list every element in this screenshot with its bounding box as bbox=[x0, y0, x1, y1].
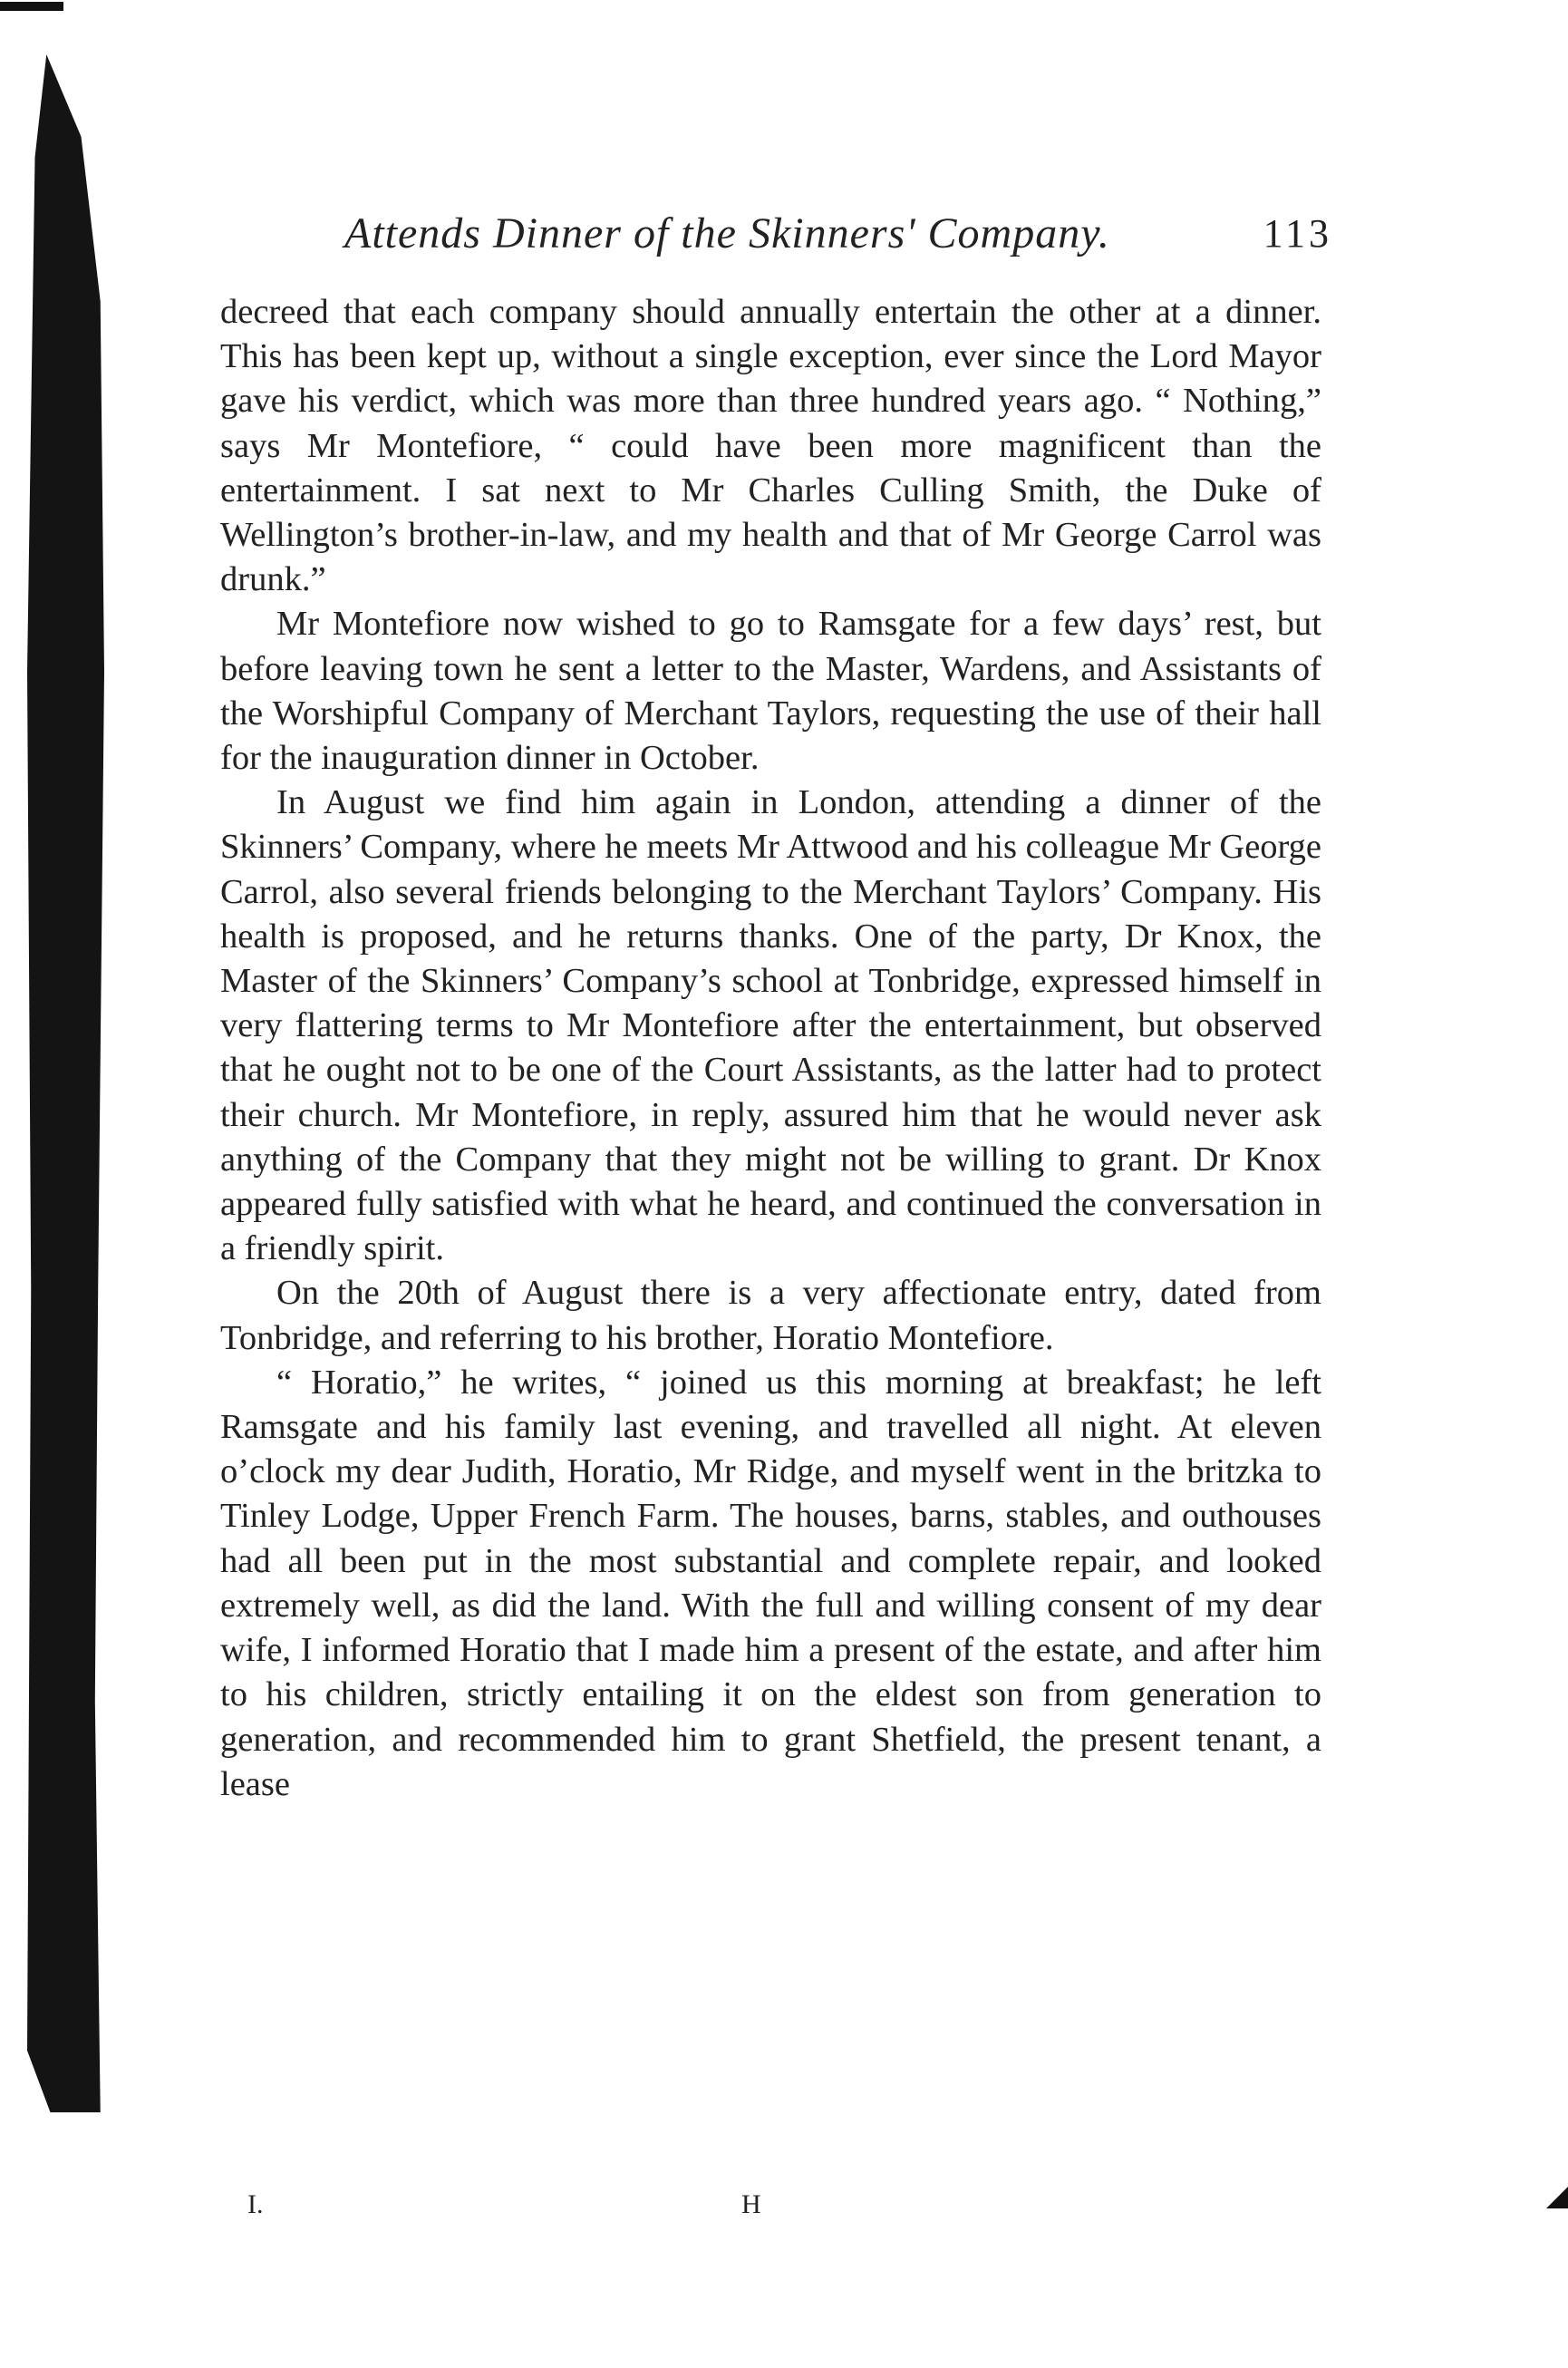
volume-signature: I. bbox=[247, 2189, 264, 2219]
page-header bbox=[218, 207, 1332, 261]
body-text bbox=[220, 290, 1321, 1807]
paragraph-3: In August we find him again in London, attending a dinner of the Skinners’ Company, where he meets Mr Attwood and his colleague Mr George Carrol, also several friends belonging to the Merchant Taylors’ Company. His health is proposed, and he returns thanks. One of the party, Dr Knox, the Master of the Skinners’ Company’s school at Tonbridge, expressed himself in very flattering terms to Mr Montefiore after the entertainment, but observed that he ought not to be one of the Court Assistants, as the latter had to protect their church. Mr Montefiore, in reply, assured him that he would never ask anything of the Company that they might not be willing to grant. Dr Knox appeared fully satisfied with what he heard, and continued the conversation in a friendly spirit. bbox=[220, 783, 1321, 1268]
paragraph-5: “ Horatio,” he writes, “ joined us this morning at breakfast; he left Ramsgate and his family last evening, and travelled all night. At eleven o’clock my dear Judith, Horatio, Mr Ridge, and myself went in the britzka to Tinley Lodge, Upper French Farm. The houses, barns, stables, and outhouses had all been put in the most substantial and complete repair, and looked extremely well, as did the land. With the full and willing consent of my dear wife, I informed Horatio that I made him a present of the estate, and after him to his children, strictly entailing it on the eldest son from generation to generation, and recommended him to grant Shetfield, the present tenant, a lease bbox=[220, 1363, 1321, 1803]
paragraph-2: Mr Montefiore now wished to go to Ramsgate for a few days’ rest, but before leaving town he sent a letter to the Master, Wardens, and Assistants of the Worshipful Company of Merchant Taylors, requesting the use of their hall for the inauguration dinner in October. bbox=[220, 605, 1321, 778]
gathering-letter: H bbox=[741, 2189, 761, 2219]
binding-shadow bbox=[27, 54, 104, 2112]
page-footer bbox=[220, 2189, 855, 2226]
page-number: 113 bbox=[1263, 211, 1332, 256]
scan-corner-mark bbox=[1546, 2187, 1568, 2208]
running-title: Attends Dinner of the Skinners' Company. bbox=[344, 209, 1110, 257]
paragraph-4: On the 20th of August there is a very affectionate entry, dated from Tonbridge, and referring to his brother, Horatio Montefiore. bbox=[220, 1274, 1321, 1357]
scan-edge-mark bbox=[0, 2, 63, 11]
paragraph-1: decreed that each company should annually entertain the other at a dinner. This has been kept up, without a single exception, ever since the Lord Mayor gave his verdict, which was more than three hundred years ago. “ Nothing,” says Mr Montefiore, “ could have been more magnificent than the entertainment. I sat next to Mr Charles Culling Smith, the Duke of Wellington’s brother-in-law, and my health and that of Mr George Carrol was drunk.” bbox=[220, 293, 1321, 599]
